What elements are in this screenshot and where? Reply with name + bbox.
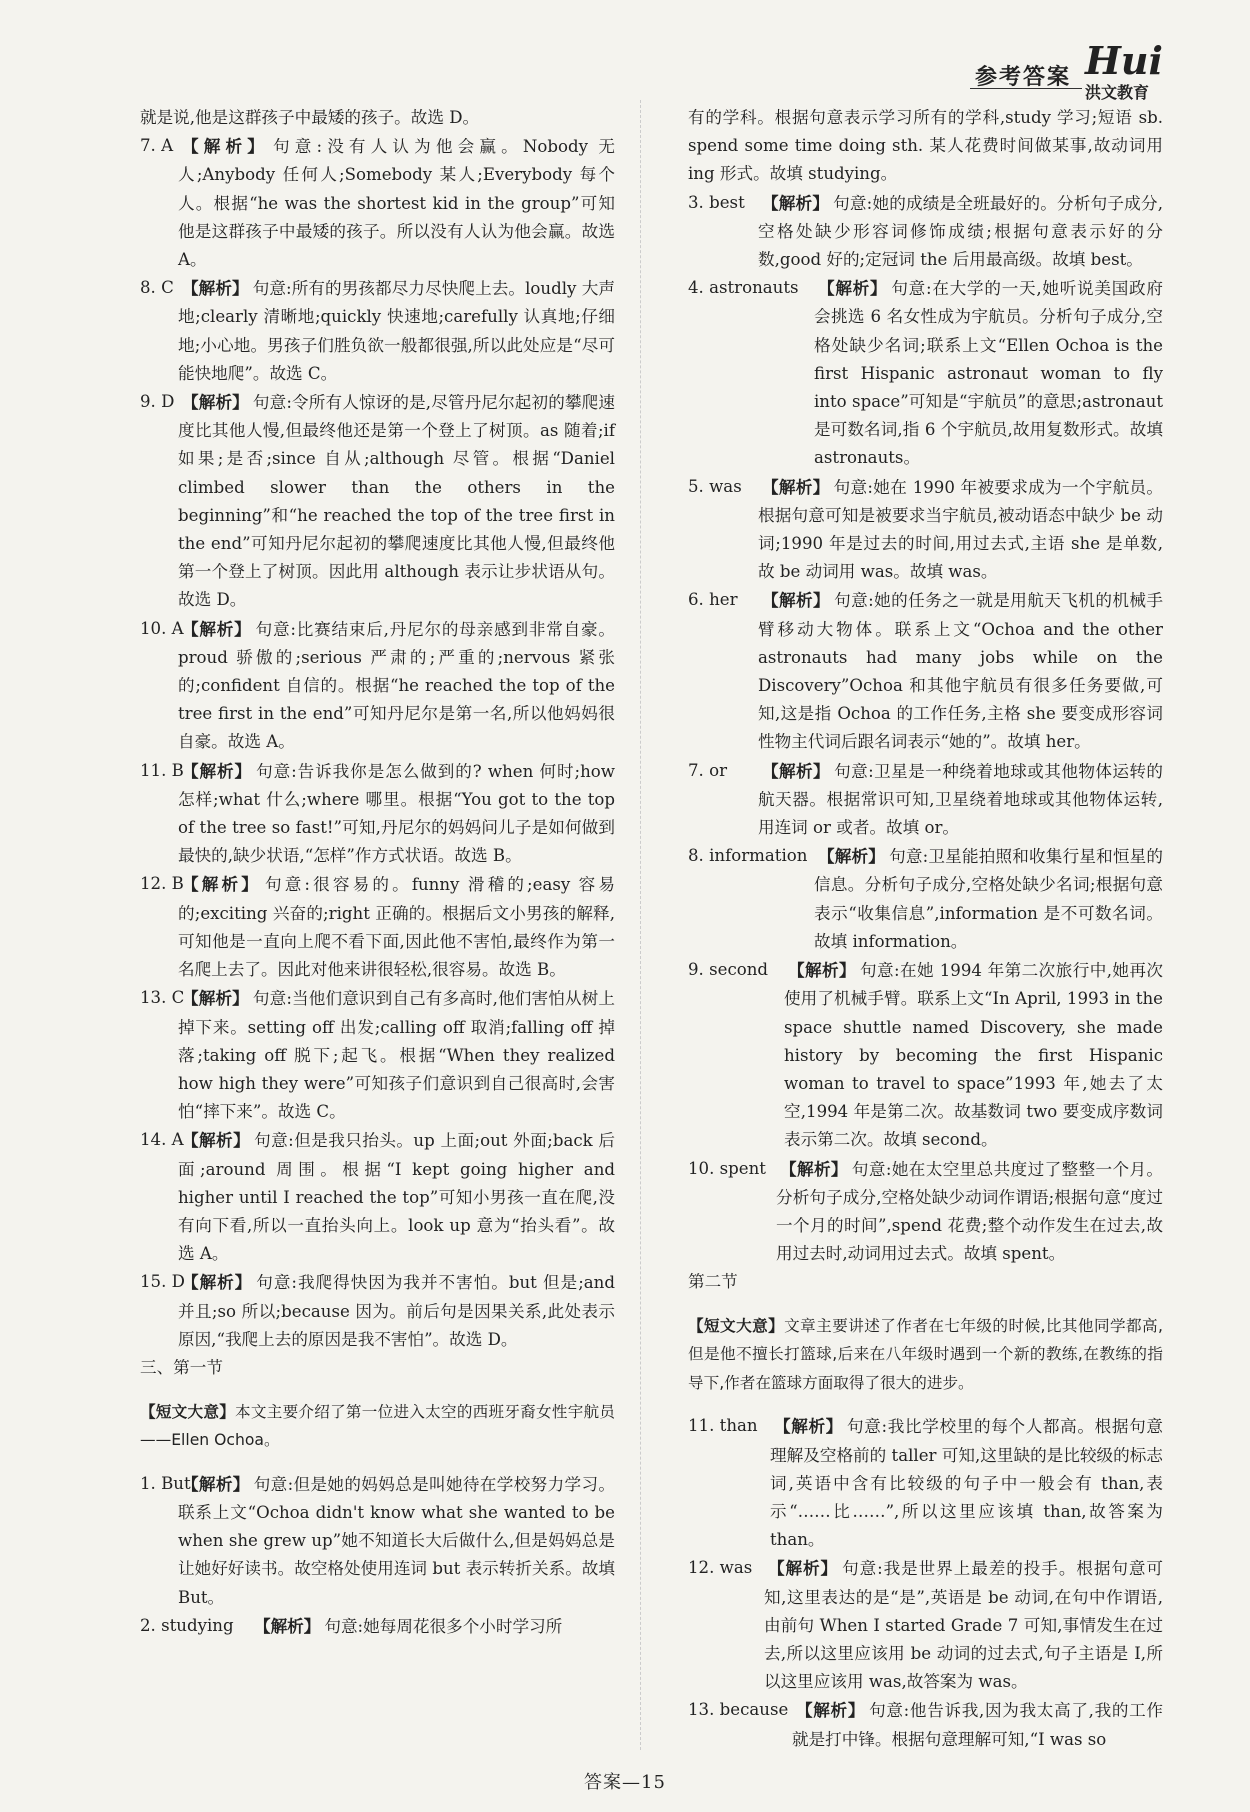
right-column	[688, 104, 1163, 1754]
answer-list	[140, 132, 615, 1354]
answer-text: 句意:卫星能拍照和收集行星和恒星的信息。分析句子成分,空格处缺少名词;根据句意表示“收集信息”,information 是不可数名词。故填 information。	[814, 847, 1164, 951]
answer-item	[688, 757, 1163, 843]
answer-text: 句意:比赛结束后,丹尼尔的母亲感到非常自豪。proud 骄傲的;serious 严肃的;严重的;nervous 紧张的;confident 自信的。根据“he reached the top of the tree first in the end”可知丹尼尔是第一名,所以他妈妈很自豪。故选 A。	[178, 619, 615, 752]
answer-item	[140, 274, 615, 388]
answer-text: 句意:她的成绩是全班最好的。分析句子成分,空格处缺少形容词修饰成绩;根据句意表示好的分数,good 好的;定冠词 the 后用最高级。故填 best。	[758, 193, 1163, 270]
answer-text: 句意:令所有人惊讶的是,尽管丹尼尔起初的攀爬速度比其他人慢,但最终他还是第一个登上了树顶。as 随着;if 如果;是否;since 自从;although 尽管。根据“Daniel climbed slower than the others in the beginning”和“he reached the top of the tree first in the end”可知丹尼尔起初的攀爬速度比其他人慢,但最终他第一个登上了树顶。因此用 although 表示让步状语从句。故选 D。	[178, 393, 615, 610]
answer-number: 12. was	[688, 1558, 753, 1578]
analysis-tag: 【解析】	[796, 1700, 866, 1721]
answer-text: 句意:我比学校里的每个人都高。根据句意理解及空格前的 taller 可知,这里缺的是比较级的标志词,英语中含有比较级的句子中一般会有 than,表示“……比……”,所以这里应该填 than,故答案为 than。	[770, 1417, 1163, 1550]
analysis-tag: 【解析】	[768, 1558, 839, 1579]
answer-text: 句意:告诉我你是怎么做到的? when 何时;how 怎样;what 什么;where 哪里。根据“You got to the top of the tree so fast!”可知,丹尼尔的妈妈问儿子是如何做到最快的,缺少状语,“怎样”作方式状语。故选 B。	[178, 761, 616, 866]
answer-item	[688, 842, 1163, 956]
answer-text: 句意:很容易的。funny 滑稽的;easy 容易的;exciting 兴奋的;right 正确的。根据后文小男孩的解释,可知他是一直向上爬不看下面,因此他不害怕,最终作为第一名爬上去了。因此对他来讲很轻松,很容易。故选 B。	[178, 875, 615, 980]
analysis-tag: 【解析】	[818, 278, 888, 299]
answer-item	[140, 1470, 615, 1612]
analysis-tag: 【解析】	[762, 760, 831, 781]
analysis-tag: 【解析】	[182, 988, 249, 1009]
answer-item	[688, 1155, 1163, 1269]
answer-text: 句意:我是世界上最差的投手。根据句意可知,这里表达的是“是”,英语是 be 动词,在句中作谓语,由前句 When I started Grade 7 可知,事情发生在过去,所以这里应该用 be 动词的过去式,句子主语是 I,所以这里应该用 was,故答案为 was。	[764, 1559, 1164, 1692]
answer-item	[140, 132, 615, 274]
analysis-tag: 【解析】	[788, 960, 857, 981]
section-title: 第二节	[688, 1272, 738, 1292]
page-header	[940, 38, 1170, 102]
answer-text: 句意:所有的男孩都尽力尽快爬上去。loudly 大声地;clearly 清晰地;quickly 快速地;carefully 认真地;仔细地;小心地。男孩子们胜负欲一般都很强,所以此处应是“尽可能快地爬”。故选 C。	[178, 279, 615, 383]
answer-text: 句意:但是我只抬头。up 上面;out 外面;back 后面;around 周围。根据“I kept going higher and higher until I reached the top”可知小男孩一直在爬,没有向下看,所以一直抬头向上。look up 意为“抬头看”。故选 A。	[178, 1131, 615, 1264]
analysis-tag: 【解析】	[182, 278, 249, 299]
answer-number: 9. second	[688, 960, 769, 980]
answer-number: 11. B	[140, 760, 184, 780]
column-divider	[640, 100, 641, 1750]
answer-item	[688, 189, 1163, 275]
answer-item	[140, 1268, 615, 1354]
answer-number: 14. A	[140, 1130, 184, 1150]
answer-number: 5. was	[688, 476, 742, 496]
answer-item	[140, 1612, 615, 1641]
analysis-tag: 【解析】	[780, 1158, 848, 1179]
answer-item	[688, 1412, 1163, 1554]
answer-item	[140, 757, 615, 871]
answer-number: 8. information	[688, 846, 808, 866]
analysis-tag: 【解析】	[774, 1416, 843, 1437]
answer-number: 1. But	[140, 1473, 191, 1493]
answer-item	[140, 388, 615, 615]
answer-number: 4. astronauts	[688, 278, 799, 298]
answer-number: 2. studying	[140, 1615, 234, 1635]
answer-text: 句意:我爬得快因为我并不害怕。but 但是;and 并且;so 所以;because 因为。前后句是因果关系,此处表示原因,“我爬上去的原因是我不害怕”。故选 D。	[178, 1273, 615, 1349]
analysis-tag: 【解析】	[762, 590, 831, 611]
answer-number: 10. spent	[688, 1158, 766, 1178]
answer-text: 句意:她每周花很多个小时学习所	[324, 1616, 563, 1636]
answer-list	[688, 1412, 1163, 1753]
brand-logo: Hui	[1085, 38, 1163, 83]
answer-text: 句意:卫星是一种绕着地球或其他物体运转的航天器。根据常识可知,卫星绕着地球或其他物体运转,用连词 or 或者。故填 or。	[758, 761, 1164, 838]
answer-item	[688, 274, 1163, 472]
analysis-tag: 【解析】	[182, 760, 253, 781]
answer-text: 句意:她的任务之一就是用航天飞机的机械手臂移动大物体。联系上文“Ochoa and the other astronauts had many jobs while on the Discovery”Ochoa 和其他宇航员有很多任务要做,可知,这是指 Ochoa 的工作任务,主格 she 要变成形容词性物主代词后跟名词表示“她的”。故填 her。	[758, 591, 1164, 752]
answer-item	[140, 615, 615, 757]
page-number: 答案—15	[584, 1772, 666, 1793]
analysis-tag: 【解析】	[182, 618, 252, 639]
header-title: 参考答案	[975, 64, 1072, 90]
answer-item	[688, 956, 1163, 1154]
answer-text: 句意:在她 1994 年第二次旅行中,她再次使用了机械手臂。联系上文“In April, 1993 in the space shuttle named Discovery, she made history by becoming the first Hispanic woman to travel to space”1993 年,她去了太空,1994 年是第二次。故基数词 two 要变成序数词表示第二次。故填 second。	[784, 961, 1163, 1150]
analysis-tag: 【解析】	[762, 192, 830, 213]
analysis-tag: 【解析】	[182, 1272, 253, 1293]
answer-text: 句意:但是她的妈妈总是叫她待在学校努力学习。联系上文“Ochoa didn't know what she wanted to be when she grew up”她不知道长大后做什么,但是妈妈总是让她好好读书。故空格处使用连词 but 表示转折关系。故填 But。	[178, 1474, 616, 1607]
answer-number: 6. her	[688, 590, 738, 610]
answer-text: 句意:当他们意识到自己有多高时,他们害怕从树上掉下来。setting off 出发;calling off 取消;falling off 掉落;taking off 脱下;起飞。根据“When they realized how high they were”可知孩子们意识到自己很高时,会害怕“摔下来”。故选 C。	[178, 989, 615, 1122]
analysis-tag: 【解析】	[182, 874, 261, 895]
analysis-tag: 【解析】	[182, 1130, 251, 1151]
section-title: 三、第一节	[140, 1357, 223, 1377]
answer-text: 句意:他告诉我,因为我太高了,我的工作就是打中锋。根据句意理解可知,“I was so	[792, 1701, 1164, 1749]
continued-text: 就是说,他是这群孩子中最矮的孩子。故选 D。	[140, 108, 480, 127]
answer-item	[688, 1554, 1163, 1696]
header-rule	[970, 88, 1082, 89]
analysis-tag: 【解析】	[254, 1615, 321, 1636]
analysis-tag: 【解析】	[182, 1473, 250, 1494]
answer-item	[688, 473, 1163, 587]
answer-item	[688, 1696, 1163, 1753]
analysis-tag: 【解析】	[762, 476, 830, 497]
answer-text: 句意:她在 1990 年被要求成为一个宇航员。根据句意可知是被要求当宇航员,被动语态中缺少 be 动词;1990 年是过去的时间,用过去式,主语 she 是单数,故 be 动词用 was。故填 was。	[758, 477, 1164, 582]
answer-number: 3. best	[688, 192, 745, 212]
analysis-tag: 【解析】	[182, 136, 269, 157]
summary-paragraph	[140, 1398, 615, 1454]
continued-text: 有的学科。根据句意表示学习所有的学科,study 学习;短语 sb. spend some time doing sth. 某人花费时间做某事,故动词用 ing 形式。故填 studying。	[688, 108, 1163, 184]
summary-tag: 【短文大意】	[140, 1402, 236, 1421]
answer-number: 8. C	[140, 278, 174, 298]
answer-number: 15. D	[140, 1272, 185, 1292]
brand-name: 洪文教育	[1085, 83, 1150, 102]
answer-item	[688, 586, 1163, 756]
summary-paragraph	[688, 1312, 1163, 1397]
answer-list	[140, 1470, 615, 1641]
answer-number: 13. because	[688, 1700, 789, 1720]
left-column	[140, 104, 615, 1641]
answer-number: 10. A	[140, 618, 184, 638]
answer-text: 句意:在大学的一天,她听说美国政府会挑选 6 名女性成为宇航员。分析句子成分,空格处缺少名词;联系上文“Ellen Ochoa is the first Hispanic astronaut woman to fly into space”可知是“宇航员”的意思;astronaut 是可数名词,指 6 个宇航员,故用复数形式。故填 astronauts。	[814, 279, 1163, 468]
summary-text: 本文主要介绍了第一位进入太空的西班牙裔女性宇航员——Ellen Ochoa。	[140, 1402, 615, 1449]
answer-text: 句意:没有人认为他会赢。Nobody 无人;Anybody 任何人;Somebody 某人;Everybody 每个人。根据“he was the shortest kid in the group”可知他是这群孩子中最矮的孩子。所以没有人认为他会赢。故选 A。	[178, 137, 616, 270]
answer-item	[140, 984, 615, 1126]
answer-number: 7. A	[140, 136, 174, 156]
answer-number: 11. than	[688, 1416, 758, 1436]
answer-number: 9. D	[140, 392, 175, 412]
answer-list	[688, 189, 1163, 1269]
analysis-tag: 【解析】	[182, 392, 249, 413]
analysis-tag: 【解析】	[818, 846, 886, 867]
summary-text: 文章主要讲述了作者在七年级的时候,比其他同学都高,但是他不擅长打篮球,后来在八年级时遇到一个新的教练,在教练的指导下,作者在篮球方面取得了很大的进步。	[688, 1317, 1163, 1392]
answer-number: 12. B	[140, 874, 184, 894]
summary-tag: 【短文大意】	[688, 1317, 785, 1336]
answer-number: 7. or	[688, 760, 728, 780]
answer-text: 句意:她在太空里总共度过了整整一个月。分析句子成分,空格处缺少动词作谓语;根据句意“度过一个月的时间”,spend 花费;整个动作发生在过去,故用过去时,动词用过去式。故填 spent。	[776, 1159, 1164, 1264]
answer-item	[140, 870, 615, 984]
answer-number: 13. C	[140, 988, 185, 1008]
answer-item	[140, 1126, 615, 1268]
